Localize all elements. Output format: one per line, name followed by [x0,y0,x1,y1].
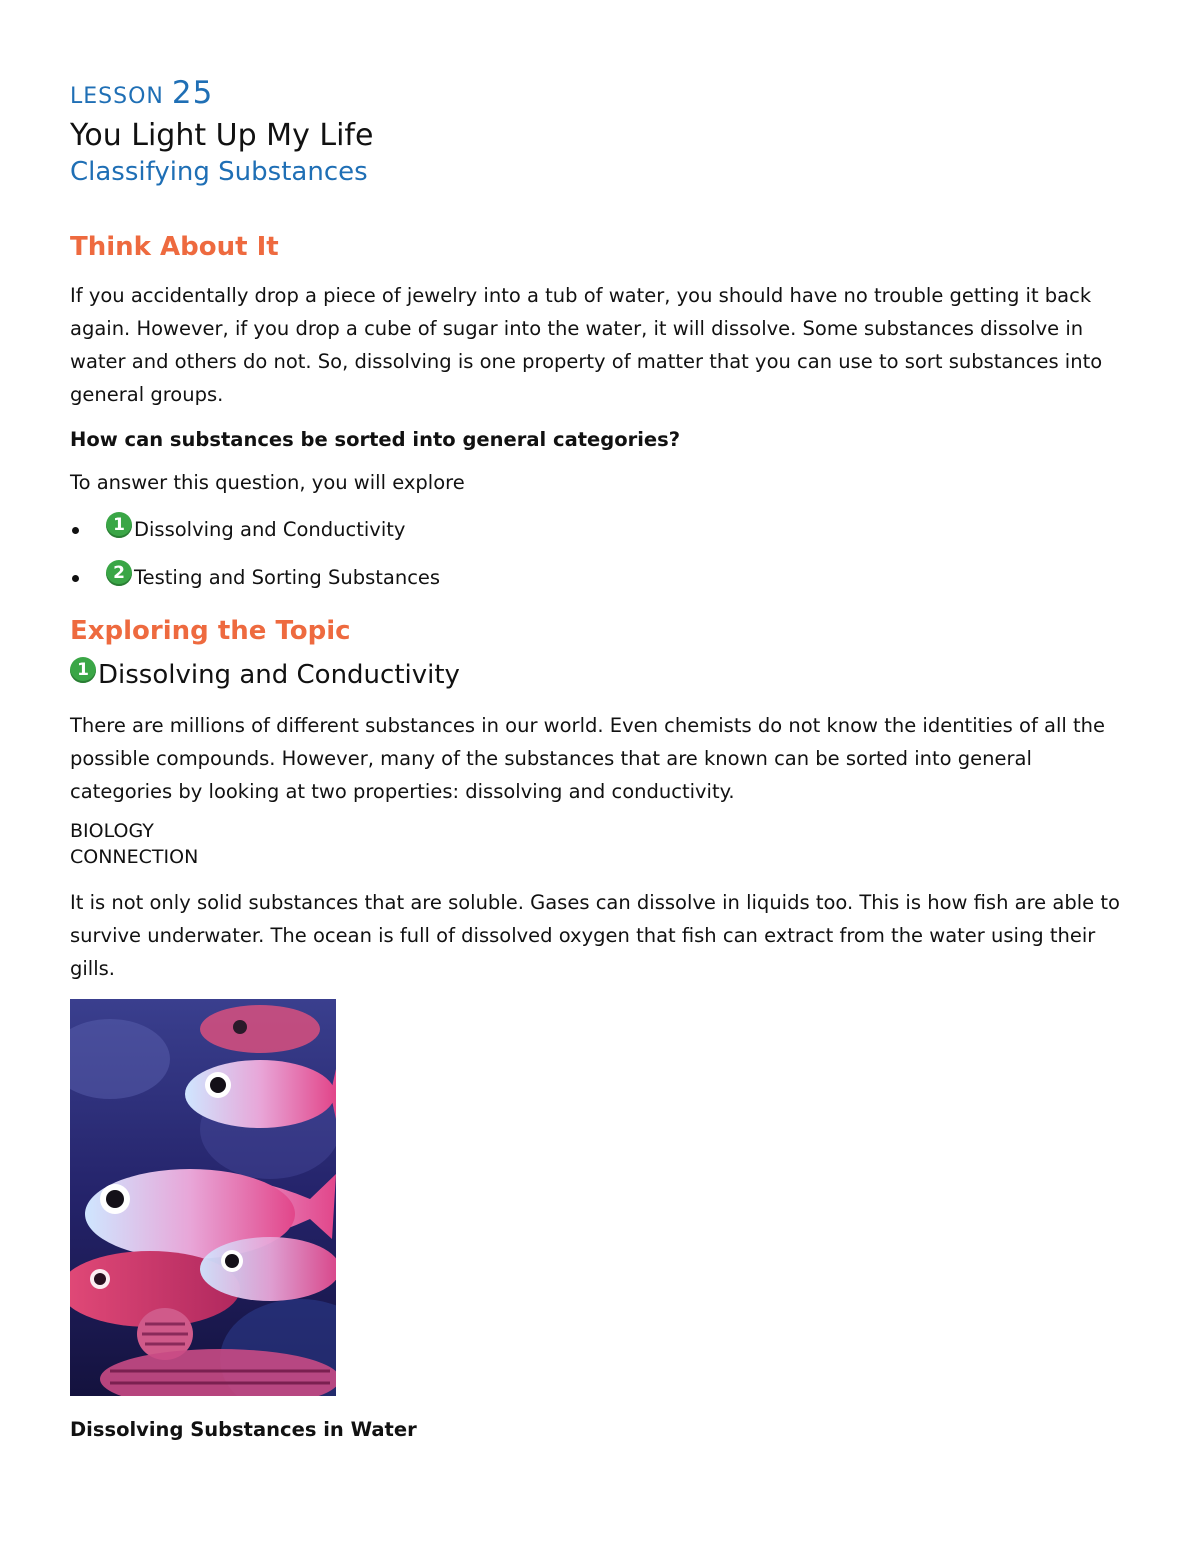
page-title: You Light Up My Life [70,118,374,153]
bullet-icon [72,575,79,582]
number-badge-icon: 1 [70,657,96,683]
document-page [70,70,1130,1441]
page-subtitle: Classifying Substances [70,156,368,187]
exploring-heading: Exploring the Topic [70,615,351,646]
exploring-paragraph: There are millions of different substances in our world. Even chemists do not know the identities of all the possible compounds. However, many of the substances that are known can be sorted into general categories by looking at two properties: dissolving and conductivity. [70,713,1106,803]
explore-list [70,506,1130,602]
think-about-it-heading: Think About It [70,232,279,262]
guiding-question: How can substances be sorted into general categories? [70,428,681,452]
explore-intro: To answer this question, you will explore [70,471,465,495]
bullet-icon [72,527,79,534]
figure-caption: Dissolving Substances in Water [70,1417,417,1441]
list-item-label: Testing and Sorting Substances [134,565,441,589]
lesson-word: LESSON [70,84,164,109]
lesson-number: 25 [171,75,214,111]
connection-label [70,818,1130,870]
number-badge-icon: 1 [106,512,132,538]
lesson-label [70,75,1130,111]
think-about-it-paragraph: If you accidentally drop a piece of jewelry into a tub of water, you should have no trouble getting it back again. However, if you drop a cube of sugar into the water, it will dissolve. Some substances dissolve in water and others do not. So, dissolving is one property of matter that you can use to sort substances into general groups. [70,284,1103,407]
list-item [70,506,1130,554]
connection-line-2: CONNECTION [70,845,199,868]
list-item-label: Dissolving and Conductivity [134,517,406,541]
fish-photo [70,999,336,1396]
connection-line-1: BIOLOGY [70,819,154,842]
subsection-heading [70,657,1130,693]
fish-illustration [70,999,336,1396]
connection-paragraph: It is not only solid substances that are soluble. Gases can dissolve in liquids too. This is how fish are able to survive underwater. The ocean is full of dissolved oxygen that fish can extract from the water using their gills. [70,890,1120,980]
list-item [70,554,1130,602]
number-badge-icon: 2 [106,560,132,586]
subsection-title: Dissolving and Conductivity [98,659,460,690]
